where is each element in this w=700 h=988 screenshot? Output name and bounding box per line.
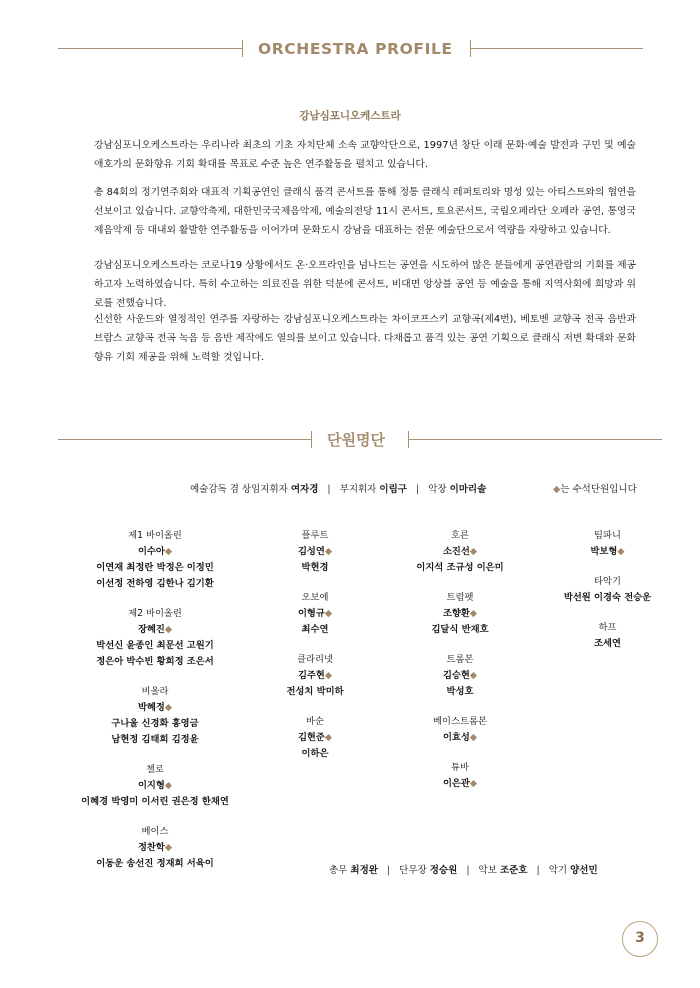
- section-title: 바순: [306, 716, 324, 727]
- principal-mark-icon: ◆: [324, 670, 333, 681]
- section-oboe: [260, 590, 370, 638]
- principal-mark-icon: ◆: [617, 546, 625, 557]
- separator: |: [327, 484, 331, 495]
- member-names: 이하은: [301, 748, 329, 759]
- member-names: 박현경: [301, 562, 329, 573]
- principal-name: 이지형◆: [137, 780, 173, 791]
- section-title: 팀파니: [594, 530, 621, 541]
- member-names: 박선신 윤종인 최문선 고원기: [96, 640, 214, 651]
- separator: |: [466, 865, 470, 876]
- principal-mark-icon: ◆: [469, 608, 478, 619]
- principal-note-text: 는 수석단원입니다: [560, 484, 637, 495]
- principal-name: 박혜정◆: [137, 702, 173, 713]
- principal-name: 김현준◆: [297, 732, 333, 743]
- principal-name: 이은관◆: [442, 778, 478, 789]
- member-names: 구나울 신경화 홍영금: [111, 718, 199, 729]
- section-cello: [60, 762, 250, 810]
- leadership-role: 예술감독 겸 상임지휘자: [190, 484, 288, 495]
- staff-role: 총무: [329, 865, 348, 876]
- section-title: 클라리넷: [297, 654, 333, 665]
- principal-mark-icon: ◆: [469, 778, 478, 789]
- principal-name: 정찬학◆: [137, 842, 173, 853]
- orchestra-profile-title: ORCHESTRA PROFILE: [258, 40, 453, 58]
- header-tick-left: [311, 431, 312, 448]
- leadership-name: 이림구: [379, 484, 407, 495]
- section-title: 트럼펫: [446, 592, 474, 603]
- leadership-role: 악장: [428, 484, 447, 495]
- separator: |: [536, 865, 540, 876]
- profile-paragraph-3: 강남심포니오케스트라는 코로나19 상황에서도 온·오프라인을 넘나드는 공연을 시도하여 많은 분들에게 공연관람의 기회를 제공하고자 노력하였습니다. 특히 수고하는 의료진을 위한 덕분에 콘서트, 비대면 앙상블 공연 등 예술을 통해 지역사회에 희망과 위로를 전했습니다.: [94, 260, 636, 309]
- leadership-role: 부지휘자: [339, 484, 377, 495]
- member-names: 이동운 송선진 정재희 서육이: [96, 858, 214, 869]
- principal-name: 이효성◆: [442, 732, 478, 743]
- principal-name: 김주현◆: [297, 670, 333, 681]
- page-number: 3: [622, 921, 658, 957]
- principal-mark-icon: ◆: [164, 702, 173, 713]
- leadership-name: 여자경: [290, 484, 319, 495]
- principal-mark-icon: ◆: [324, 546, 333, 557]
- members-title: 단원명단: [327, 431, 385, 449]
- header-rule-left: [58, 439, 311, 440]
- section-bass-trombone: [395, 714, 525, 746]
- profile-paragraph-4: 신선한 사운드와 열정적인 연주를 자랑하는 강남심포니오케스트라는 차이코프스키 교향곡(제4번), 베토벤 교향곡 전곡 음반과 브람스 교향곡 전곡 녹음 등 음반 제작에도 열의를 보이고 있습니다. 다채롭고 품격 있는 공연 기획으로 클래식 저변 확대와 문화향유 기회 제공을 위해 노력할 것입니다.: [94, 314, 636, 363]
- principal-mark-icon: ◆: [164, 624, 173, 635]
- staff-name: 정승원: [429, 865, 458, 876]
- member-names: 박성호: [446, 686, 474, 697]
- section-title: 제2 바이올린: [128, 608, 182, 619]
- members-header: [0, 428, 700, 452]
- member-names: 이혜경 박영미 이서린 권은정 한채연: [81, 796, 229, 807]
- member-names: 이연재 최정란 박정은 이정민: [96, 562, 214, 573]
- principal-mark-icon: ◆: [469, 670, 478, 681]
- section-bass: [60, 824, 250, 872]
- section-bassoon: [260, 714, 370, 762]
- section-title: 트롬본: [446, 654, 474, 665]
- member-names: 정은아 박수빈 황희정 조은서: [96, 656, 214, 667]
- strings-column: [60, 528, 250, 884]
- principal-mark-icon: ◆: [164, 842, 173, 853]
- member-names: 남현정 김태희 김정윤: [111, 734, 199, 745]
- principal-name: 장혜진◆: [137, 624, 173, 635]
- section-title: 제1 바이올린: [128, 530, 182, 541]
- section-percussion: [545, 574, 670, 606]
- header-tick-left: [242, 40, 243, 57]
- staff-line: [329, 862, 598, 876]
- staff-role: 악기: [548, 865, 568, 876]
- principal-mark-icon: ◆: [469, 546, 478, 557]
- section-timpani: [545, 528, 670, 560]
- section-viola: [60, 684, 250, 748]
- section-title: 튜바: [451, 762, 469, 773]
- principal-mark-icon: ◆: [553, 484, 561, 495]
- profile-paragraph-1: 강남심포니오케스트라는 우리나라 최초의 기초 자치단체 소속 교향악단으로, 1997년 창단 이래 문화·예술 발전과 구민 및 예술 애호가의 문화향유 기회 확대를 목표로 수준 높은 연주활동을 펼치고 있습니다.: [94, 140, 636, 170]
- principal-name: 소진선◆: [442, 546, 478, 557]
- principal-name: 조향환◆: [442, 608, 478, 619]
- section-violin2: [60, 606, 250, 670]
- woodwinds-column: [260, 528, 370, 774]
- principal-mark-icon: ◆: [324, 732, 333, 743]
- principal-name: 이수아◆: [137, 546, 173, 557]
- principal-name: 이형규◆: [297, 608, 333, 619]
- staff-role: 단무장: [399, 865, 427, 876]
- header-rule-right: [470, 48, 643, 49]
- orchestra-profile-header: [0, 37, 700, 61]
- staff-role: 악보: [478, 865, 497, 876]
- section-title: 비올라: [141, 686, 169, 697]
- principal-name: 박보형◆: [590, 546, 625, 557]
- member-names: 최수연: [301, 624, 329, 635]
- section-title: 첼로: [146, 764, 164, 775]
- header-rule-left: [58, 48, 242, 49]
- leadership-line: [190, 481, 486, 495]
- section-flute: [260, 528, 370, 576]
- principal-name: 김성연◆: [297, 546, 333, 557]
- principal-mark-icon: ◆: [324, 608, 333, 619]
- section-horn: [395, 528, 525, 576]
- member-names: 김달식 반재호: [431, 624, 489, 635]
- section-title: 베이스트롬본: [433, 716, 487, 727]
- section-trumpet: [395, 590, 525, 638]
- percussion-column: [545, 528, 670, 664]
- section-title: 오보에: [301, 592, 329, 603]
- section-title: 베이스: [141, 826, 169, 837]
- orchestra-name: 강남심포니오케스트라: [299, 110, 401, 122]
- profile-paragraph-2: 총 84회의 정기연주회와 대표적 기획공연인 클래식 품격 콘서트를 통해 정통 클래식 레퍼토리와 명성 있는 아티스트와의 협연을 선보이고 있습니다. 교향악축제, 대한민국국제음악제, 예술의전당 11시 콘서트, 토요콘서트, 국립오페라단 오페라 공연, 통영국제음악제 등 대내외 활발한 연주활동을 이어가며 문화도시 강남을 대표하는 전문 예술단으로서 역량을 자랑하고 있습니다.: [94, 187, 636, 236]
- member-names: 이지석 조규성 이은미: [416, 562, 504, 573]
- brass-column: [395, 528, 525, 804]
- section-harp: [545, 620, 670, 652]
- staff-name: 최정완: [350, 865, 378, 876]
- section-title: 하프: [598, 622, 617, 633]
- leadership-name: 이마리솔: [449, 484, 487, 495]
- principal-mark-icon: ◆: [164, 546, 173, 557]
- principal-note: [553, 481, 637, 495]
- principal-mark-icon: ◆: [164, 780, 173, 791]
- section-tuba: [395, 760, 525, 792]
- principal-name: 김승현◆: [442, 670, 478, 681]
- section-title: 플루트: [301, 530, 329, 541]
- section-trombone: [395, 652, 525, 700]
- header-rule-right: [408, 439, 662, 440]
- section-title: 타악기: [594, 576, 621, 587]
- member-names: 박선원 이경숙 전승운: [563, 592, 652, 603]
- separator: |: [386, 865, 391, 876]
- member-names: 전성치 박미하: [286, 686, 344, 697]
- staff-name: 양선민: [570, 865, 598, 876]
- section-title: 호른: [451, 530, 469, 541]
- member-names: 이선정 전하영 김한나 김기환: [96, 578, 214, 589]
- staff-name: 조준호: [499, 865, 528, 876]
- section-clarinet: [260, 652, 370, 700]
- principal-mark-icon: ◆: [469, 732, 478, 743]
- section-violin1: [60, 528, 250, 592]
- member-names: 조세연: [594, 638, 621, 649]
- separator: |: [415, 484, 420, 495]
